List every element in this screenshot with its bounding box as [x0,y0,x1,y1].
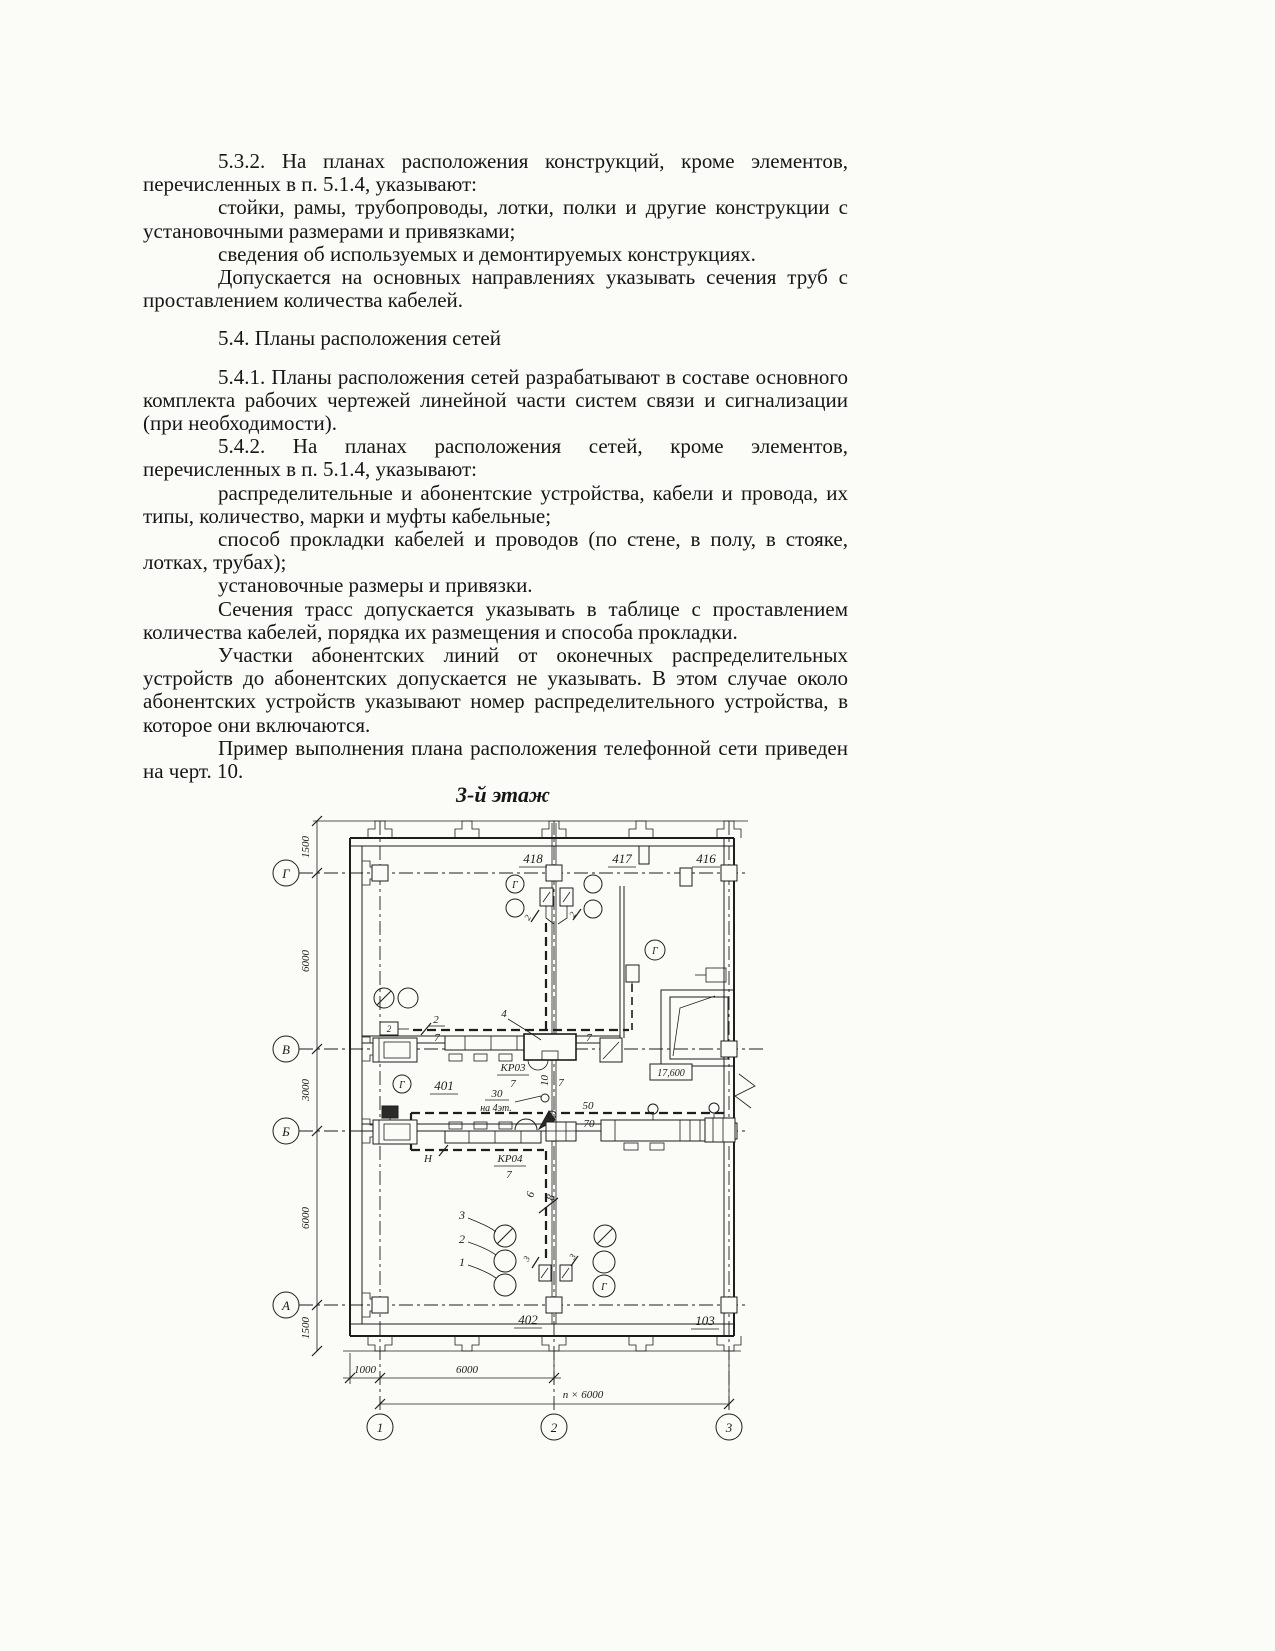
paragraph-5-4-1: 5.4.1. Планы расположения сетей разрабатывают в составе основного комплекта рабочих чертежей линейной части систем связи и сигнализации (при необходимости). [143,364,848,436]
room-letter-103: Г [601,1282,607,1293]
paragraph-5-3-2: 5.3.2. На планах расположения конструкций, кроме элементов, перечисленных в п. 5.1.4, указывают: [143,149,848,197]
axis-col-1: 1 [376,1420,384,1435]
room-label-401: 401 [434,1078,454,1093]
paragraph-route-sections: Сечения трасс допускается указывать в таблице с проставлением количества кабелей, порядка их размещения и способа прокладки. [143,596,848,644]
axis-row-a: А [282,1298,290,1313]
room-letter-417: Г [652,946,658,957]
label-count10: 10 [539,1075,551,1086]
callout-2: 2 [459,1232,465,1246]
riser-cabinet [546,1122,576,1141]
dim-bottom-6000: 6000 [456,1364,478,1376]
room-label-103: 103 [695,1313,715,1328]
room-letter-401: Г [399,1080,405,1091]
section-heading-5-4: 5.4. Планы расположения сетей [218,326,501,351]
axis-row-v: В [282,1042,290,1057]
label-kr03-count: 7 [510,1078,516,1090]
label-count7-a: 7 [558,1077,564,1089]
label-run2-count: 7 [434,1032,440,1044]
paragraph-mounting-dims: установочные размеры и привязки. [218,573,533,598]
callout-3: 3 [459,1208,465,1222]
label-count70: 70 [583,1118,595,1130]
label-count50: 50 [582,1100,594,1112]
paragraph-info-used: сведения об используемых и демонтируемых конструкциях. [218,241,756,266]
dim-left-3000: 3000 [300,1079,312,1101]
figure-title: 3-й этаж [456,782,550,807]
cable-routes [411,923,724,1262]
axis-row-g: Г [282,866,290,881]
plan-labels [423,851,720,1329]
dim-left-6000-bottom: 6000 [300,1207,312,1229]
cabinet-kr03 [524,1034,576,1060]
room-label-402: 402 [518,1312,538,1327]
label-count8: 8 [544,1193,558,1202]
outlet-count-2a: 2 [522,913,533,922]
axis-col-2: 2 [550,1420,558,1435]
label-kr03: КР03 [500,1062,526,1074]
room-letter-418: Г [512,880,518,891]
label-kr04: КР04 [497,1153,523,1165]
paragraph-laying-method: способ прокладки кабелей и проводов (по стене, в полу, в стояке, лотках, трубах); [143,527,848,575]
label-count7-b: 7 [586,1032,592,1044]
dim-left-1500-top: 1500 [300,836,312,858]
telephone-symbols [374,875,665,1297]
label-count6: 6 [524,1190,538,1199]
dim-bottom-n6000: п × 6000 [562,1389,604,1401]
axis-col-3: 3 [725,1420,733,1435]
room-label-417: 417 [612,851,632,866]
paragraph-allowed-sections: Допускается на основных направлениях указывать сечения труб с проставлением количества кабелей. [143,265,848,313]
callout-1: 1 [459,1255,465,1269]
dim-left-1500-bottom: 1500 [300,1317,312,1339]
axis-row-b: Б [282,1124,290,1139]
paragraph-distribution-devices: распределительные и абонентские устройства, кабели и провода, их типы, количество, марки и муфты кабельные; [143,480,848,528]
paragraph-example-ref: Пример выполнения плана расположения телефонной сети приведен на черт. 10. [143,735,848,784]
dim-bottom-1000: 1000 [354,1364,376,1376]
paragraph-subscriber-lines: Участки абонентских линий от оконечных распределительных устройств до абонентских допускается не указывать. В этом случае около абонентских устройств указывают номер распределительного устройства, в которое они включаются. [143,643,848,737]
outlet-count-2b: 2 [567,910,578,919]
room-label-416: 416 [696,851,716,866]
label-count30: 30 [491,1088,503,1100]
elevation-mark: 17,600 [657,1068,685,1079]
building-walls [313,821,755,1351]
label-run2: 2 [433,1014,439,1026]
label-countH: Н [424,1153,432,1165]
room-label-418: 418 [523,851,543,866]
paragraph-5-4-2: 5.4.2. На планах расположения сетей, кроме элементов, перечисленных в п. 5.1.4, указывают: [143,434,848,482]
paragraph-constructions-list: стойки, рамы, трубопроводы, лотки, полки и другие конструкции с установочными размерами и привязками; [143,195,848,243]
label-cable4: 4 [501,1008,507,1020]
body-text [143,150,848,783]
dim-left-6000-top: 6000 [300,950,312,972]
outlet-count-3b: 3 [567,1252,578,1261]
label-to-floor4: на 4эт. [480,1103,512,1114]
outlet-count-3a: 3 [521,1254,532,1263]
cabinet-v-count: 2 [386,1024,392,1034]
label-kr04-count: 7 [506,1169,512,1181]
floor-plan-figure [243,768,763,1458]
